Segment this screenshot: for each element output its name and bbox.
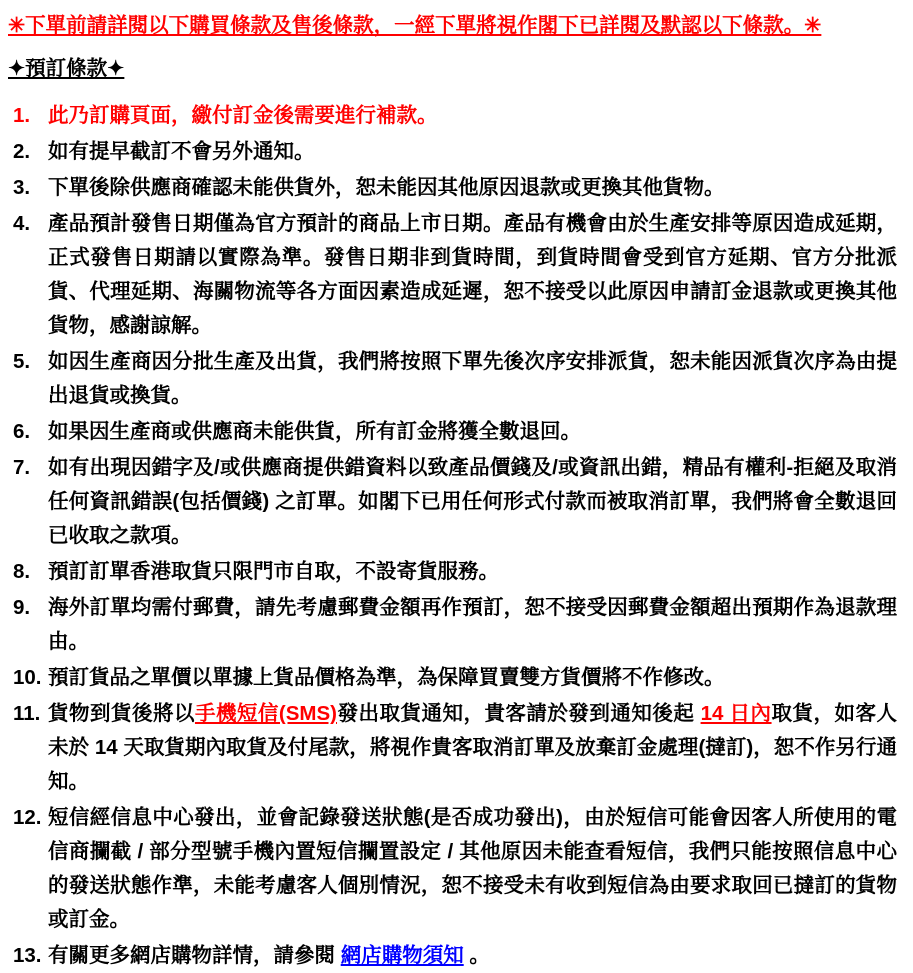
- term-number: 7.: [13, 456, 31, 479]
- term-item-1: [8, 99, 897, 133]
- term-item-4: [8, 207, 897, 343]
- term-segment: 此乃訂購頁面，繳付訂金後需要進行補款。: [48, 104, 438, 127]
- term-number: 5.: [13, 350, 31, 373]
- term-number: 13.: [13, 944, 42, 967]
- term-segment: 。: [463, 944, 490, 967]
- term-text: [48, 212, 897, 337]
- term-segment: 短信經信息中心發出，並會記錄發送狀態(是否成功發出)，由於短信可能會因客人所使用的電信商攔截 / 部分型號手機內置短信攔置設定 / 其他原因未能查看短信，我們只能按照信息中心的發送狀態作準，未能考慮客人個別情況，恕不接受未有收到短信為由要求取回已撻訂的貨物或訂金。: [48, 806, 897, 931]
- term-segment: 下單後除供應商確認未能供貨外，恕未能因其他原因退款或更換其他貨物。: [48, 176, 725, 199]
- term-segment: 取貨，如客人未於 14 天取貨期內取貨及付尾款，將視作貴客取消訂單及放棄訂金處理(撻訂)，恕不作另行通知。: [48, 702, 898, 793]
- pickup-deadline-highlight: 14 日內: [700, 702, 772, 725]
- term-item-2: [8, 135, 897, 169]
- term-text: [48, 350, 897, 407]
- term-segment: 海外訂單均需付郵費，請先考慮郵費金額再作預訂，恕不接受因郵費金額超出預期作為退款理由。: [48, 596, 897, 653]
- term-text: [48, 140, 315, 163]
- term-text: [48, 666, 725, 689]
- term-text: [48, 104, 438, 127]
- term-text: [48, 176, 725, 199]
- term-item-11: [8, 697, 897, 799]
- term-number: 8.: [13, 560, 31, 583]
- sms-highlight: 手機短信(SMS): [194, 702, 337, 725]
- term-item-3: [8, 171, 897, 205]
- term-number: 12.: [13, 806, 42, 829]
- term-text: [48, 702, 897, 793]
- term-item-7: [8, 451, 897, 553]
- term-item-12: [8, 801, 897, 937]
- term-text: [48, 560, 499, 583]
- term-number: 11.: [13, 702, 41, 725]
- term-item-10: [8, 661, 897, 695]
- pre-order-warning-banner: ✳下單前請詳閱以下購買條款及售後條款，一經下單將視作閣下已詳閱及默認以下條款。✳: [8, 14, 822, 37]
- term-number: 9.: [13, 596, 31, 619]
- term-text: [48, 944, 490, 967]
- section-heading-preorder-terms: ✦預訂條款✦: [8, 57, 125, 80]
- term-segment: 如因生產商因分批生產及出貨，我們將按照下單先後次序安排派貨，恕未能因派貨次序為由提出退貨或換貨。: [48, 350, 897, 407]
- term-segment: 預訂貨品之單價以單據上貨品價格為準，為保障買賣雙方貨價將不作修改。: [48, 666, 725, 689]
- term-number: 4.: [13, 212, 31, 235]
- term-segment: 預訂訂單香港取貨只限門市自取，不設寄貨服務。: [48, 560, 499, 583]
- term-segment: 如有出現因錯字及/或供應商提供錯資料以致產品價錢及/或資訊出錯，精品有權利-拒絕及取消任何資訊錯誤(包括價錢) 之訂單。如閣下已用任何形式付款而被取消訂單，我們將會全數退回已收取之款項。: [48, 456, 897, 547]
- term-text: [48, 806, 897, 931]
- term-number: 6.: [13, 420, 31, 443]
- term-segment: 產品預計發售日期僅為官方預計的商品上市日期。產品有機會由於生產安排等原因造成延期，正式發售日期請以實際為準。發售日期非到貨時間，到貨時間會受到官方延期、官方分批派貨、代理延期、海關物流等各方面因素造成延遲，恕不接受以此原因申請訂金退款或更換其他貨物，感謝諒解。: [48, 212, 897, 337]
- term-text: [48, 596, 897, 653]
- term-segment: 貨物到貨後將以: [48, 702, 195, 725]
- store-shopping-guide-link[interactable]: 網店購物須知: [340, 944, 464, 967]
- term-text: [48, 456, 897, 547]
- term-item-8: [8, 555, 897, 589]
- term-segment: 發出取貨通知，貴客請於發到通知後起: [337, 702, 701, 725]
- term-segment: 如果因生產商或供應商未能供貨，所有訂金將獲全數退回。: [48, 420, 581, 443]
- term-segment: 有關更多網店購物詳情，請參閱: [48, 944, 341, 967]
- term-number: 2.: [13, 140, 31, 163]
- term-item-6: [8, 415, 897, 449]
- term-item-5: [8, 345, 897, 413]
- term-item-13: [8, 939, 897, 973]
- term-item-9: [8, 591, 897, 659]
- term-text: [48, 420, 581, 443]
- term-segment: 如有提早截訂不會另外通知。: [48, 140, 315, 163]
- term-number: 1.: [13, 104, 31, 127]
- terms-list: [8, 99, 897, 973]
- term-number: 10.: [13, 666, 42, 689]
- term-number: 3.: [13, 176, 31, 199]
